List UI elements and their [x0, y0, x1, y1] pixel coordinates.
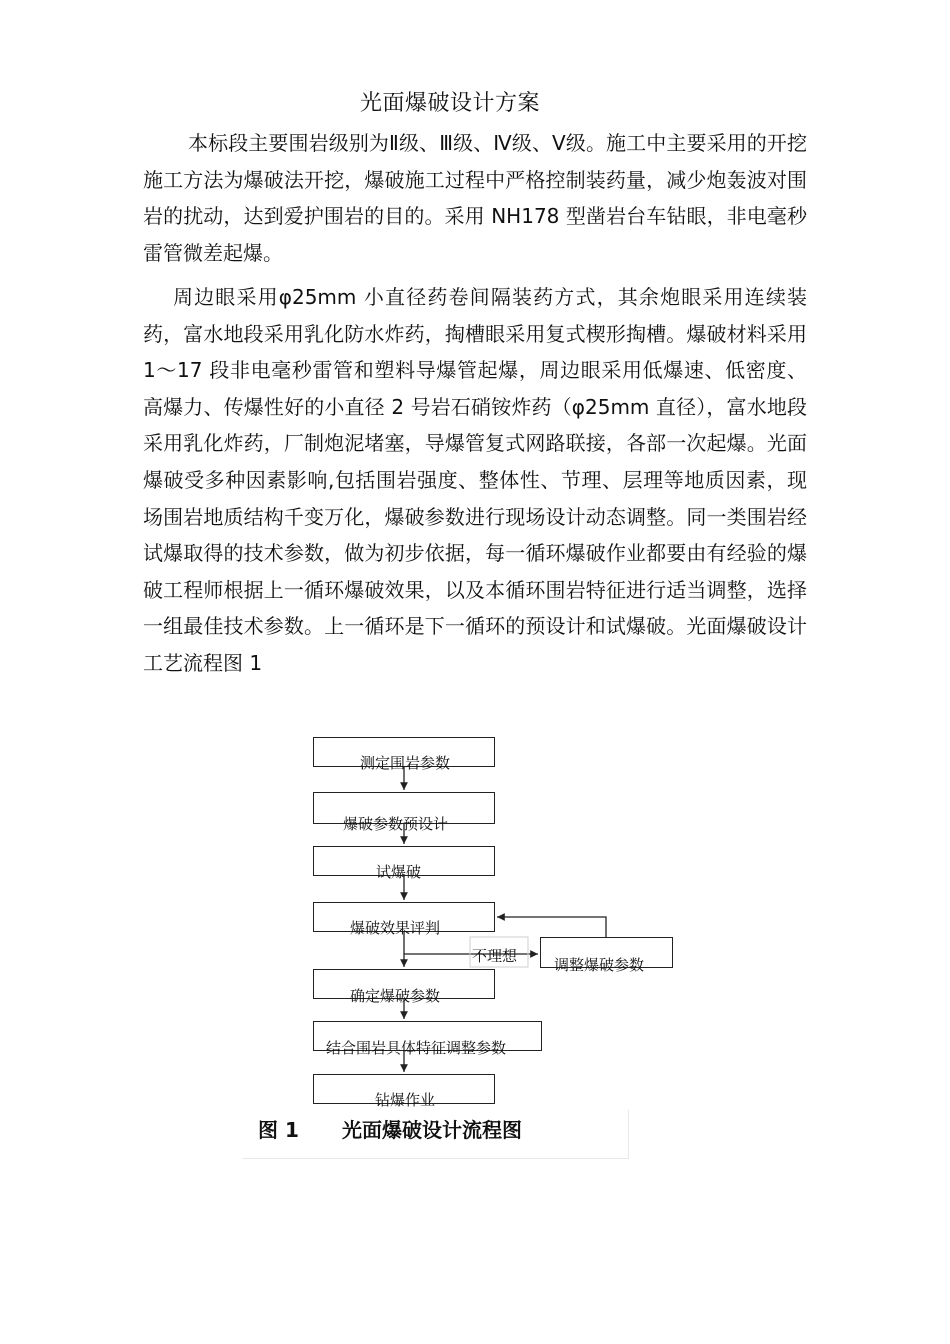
page-title: 光面爆破设计方案 — [359, 91, 540, 116]
flow-label-adjust: 调整爆破参数 — [554, 956, 645, 974]
figure-caption: 光面爆破设计流程图 — [342, 1118, 522, 1142]
arrow-adjust-to-evaluate — [497, 917, 606, 937]
flow-label-trial: 试爆破 — [376, 863, 422, 881]
flow-label-drill: 钻爆作业 — [375, 1091, 436, 1109]
flow-label-confirm: 确定爆破参数 — [350, 987, 441, 1005]
flow-label-evaluate: 爆破效果评判 — [350, 919, 441, 937]
paragraph-method: 周边眼采用φ25mm 小直径药卷间隔装药方式，其余炮眼采用连续装药，富水地段采用乳化防水炸药，掏槽眼采用复式楔形掏槽。爆破材料采用 1～17 段非电毫秒雷管和塑料导爆管起爆，周边眼采用低爆速、低密度、高爆力、传爆性好的小直径 2 号岩石硝铵炸药（φ25mm 直径），富水地段采用乳化炸药，厂制炮泥堵塞，导爆管复式网路联接，各部一次起爆。光面爆破受多种因素影响,包括围岩强度、整体性、节理、层理等地质因素，现场围岩地质结构千变万化，爆破参数进行现场设计动态调整。同一类围岩经试爆取得的技术参数，做为初步依据，每一循环爆破作业都要由有经验的爆破工程师根据上一循环爆破效果，以及本循环围岩特征进行适当调整，选择一组最佳技术参数。上一循环是下一循环的预设计和试爆破。光面爆破设计工艺流程图 1 — [143, 285, 807, 675]
flow-label-predesign: 爆破参数预设计 — [343, 815, 449, 833]
flow-label-not-ideal: 不理想 — [472, 947, 518, 965]
flow-label-combine: 结合围岩具体特征调整参数 — [326, 1039, 507, 1057]
figure-number: 图 1 — [258, 1118, 299, 1142]
flow-label-measure: 测定围岩参数 — [360, 754, 451, 772]
paragraph-intro: 本标段主要围岩级别为Ⅱ级、Ⅲ级、Ⅳ级、Ⅴ级。施工中主要采用的开挖施工方法为爆破法开挖，爆破施工过程中严格控制装药量，减少炮轰波对围岩的扰动，达到爱护围岩的目的。采用 NH178 型凿岩台车钻眼，非电毫秒雷管微差起爆。 — [143, 131, 807, 265]
